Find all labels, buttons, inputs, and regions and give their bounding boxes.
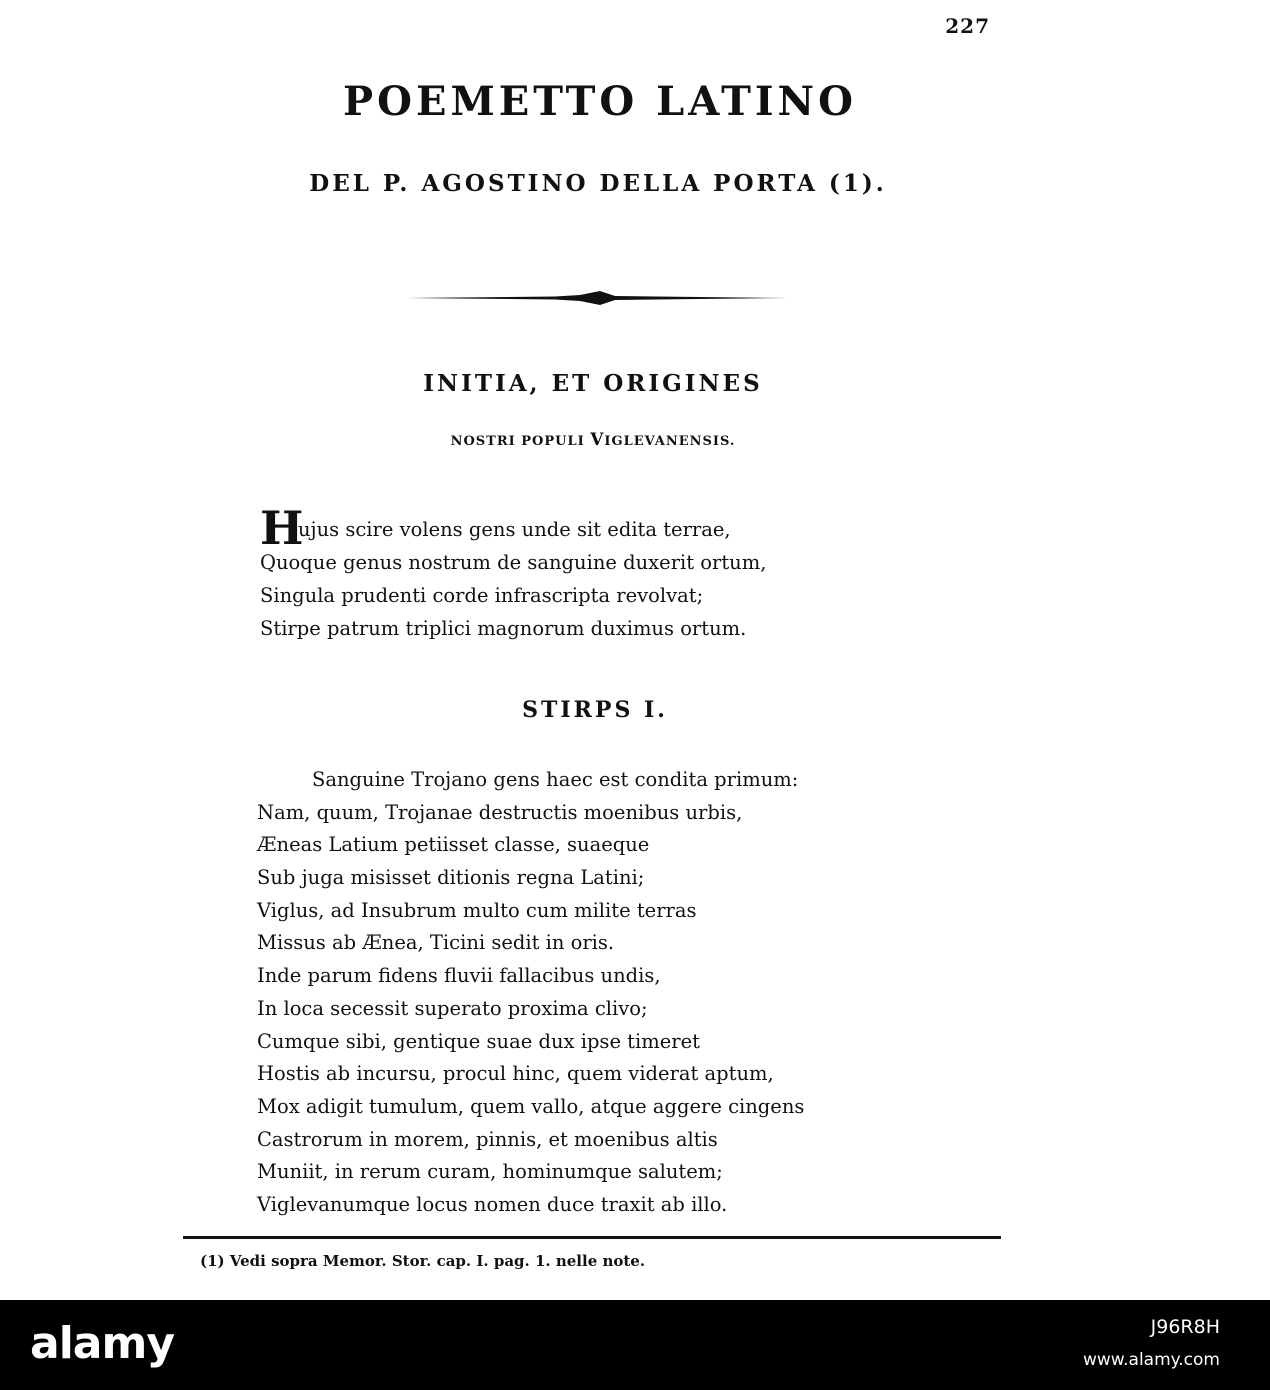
watermark-image-id: J96R8H (1150, 1316, 1220, 1338)
verse-line: Cumque sibi, gentique suae dux ipse timeret (257, 1029, 700, 1053)
verse-line: Viglus, ad Insubrum multo cum milite terras (257, 898, 697, 922)
verse-line (260, 501, 960, 555)
stirps-heading: STIRPS I. (522, 697, 668, 723)
verse-line: Sanguine Trojano gens haec est condita primum: (312, 768, 799, 791)
page-subtitle: DEL P. AGOSTINO DELLA PORTA (1). (309, 170, 887, 197)
verse-line: Muniit, in rerum curam, hominumque salutem; (257, 1160, 723, 1184)
verse-line: Æneas Latium petiisset classe, suaeque (257, 833, 650, 857)
verse-text: ujus scire volens gens unde sit edita terrae, (298, 518, 731, 541)
section-subheading-initial: V (590, 430, 605, 450)
section-subheading-small: NOSTRI POPULI (450, 434, 585, 449)
watermark-bar (0, 1300, 1270, 1390)
drop-cap: H (260, 501, 304, 555)
section-heading: INITIA, ET ORIGINES (423, 370, 763, 397)
verse-line: Castrorum in morem, pinnis, et moenibus altis (257, 1127, 718, 1151)
verse-line: Viglevanumque locus nomen duce traxit ab illo. (257, 1192, 728, 1216)
intro-stanza (260, 501, 960, 645)
section-subheading-rest: IGLEVANENSIS. (604, 434, 736, 449)
watermark-logo: alamy (30, 1318, 174, 1369)
verse-line: Quoque genus nostrum de sanguine duxerit ortum, (260, 551, 767, 574)
verse-line: Sub juga misisset ditionis regna Latini; (257, 866, 645, 890)
verse-body (257, 764, 937, 1222)
page-title: POEMETTO LATINO (343, 78, 857, 125)
section-subheading (0, 430, 1186, 450)
ornamental-rule (405, 286, 790, 310)
verse-line: Nam, quum, Trojanae destructis moenibus urbis, (257, 800, 743, 824)
verse-line: Stirpe patrum triplici magnorum duximus ortum. (260, 617, 747, 640)
footnote: (1) Vedi sopra Memor. Stor. cap. I. pag. 1. nelle note. (200, 1252, 646, 1270)
verse-line: In loca secessit superato proxima clivo; (257, 996, 648, 1020)
verse-line: Inde parum fidens fluvii fallacibus undis, (257, 964, 661, 988)
verse-line: Singula prudenti corde infrascripta revolvat; (260, 584, 704, 607)
verse-line: Missus ab Ænea, Ticini sedit in oris. (257, 931, 615, 955)
watermark-url: www.alamy.com (1082, 1350, 1220, 1370)
footnote-divider (183, 1236, 1001, 1239)
verse-line: Hostis ab incursu, procul hinc, quem viderat aptum, (257, 1062, 774, 1086)
verse-line: Mox adigit tumulum, quem vallo, atque aggere cingens (257, 1094, 805, 1118)
page-number: 227 (945, 14, 990, 38)
